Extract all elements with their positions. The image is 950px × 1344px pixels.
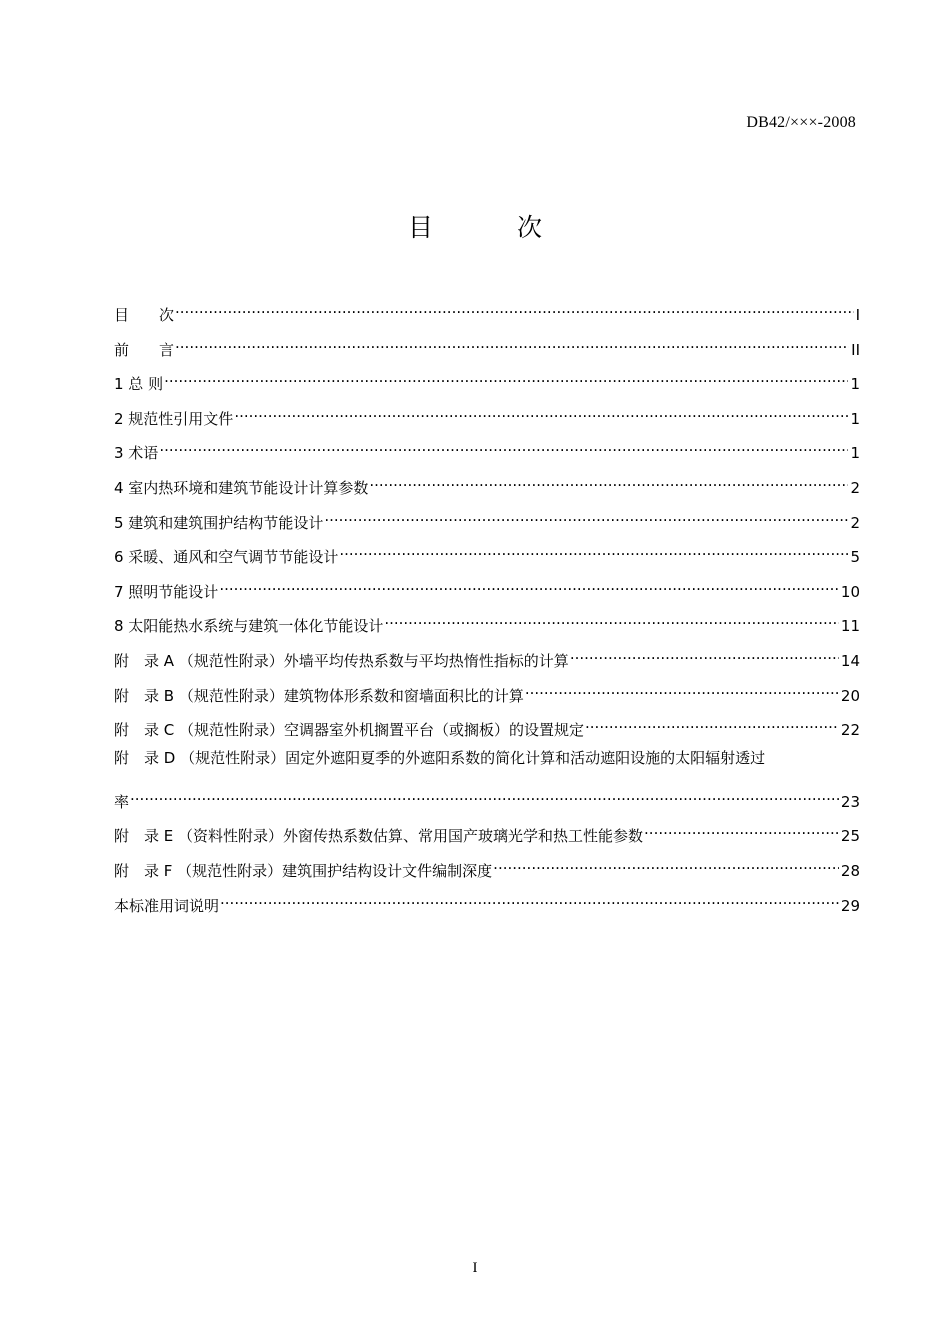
toc-leader-dots xyxy=(159,434,848,458)
toc-entry-page: II xyxy=(851,340,860,359)
toc-leader-dots xyxy=(175,331,849,355)
toc-leader-dots xyxy=(220,887,839,911)
toc-entry-page: 25 xyxy=(840,827,860,846)
toc-entry[interactable] xyxy=(114,365,860,400)
toc-leader-dots xyxy=(219,573,839,597)
toc-leader-dots xyxy=(369,469,848,493)
toc-leader-dots xyxy=(570,642,839,666)
toc-entry[interactable] xyxy=(114,852,860,887)
toc-entry[interactable] xyxy=(114,711,860,746)
toc-entry-page: 10 xyxy=(840,582,860,601)
toc-entry[interactable] xyxy=(114,434,860,469)
toc-entry[interactable] xyxy=(114,677,860,712)
toc-entry[interactable] xyxy=(114,538,860,573)
toc-leader-dots xyxy=(130,783,839,807)
toc-entry[interactable] xyxy=(114,817,860,852)
toc-entry-wrapped-line[interactable] xyxy=(114,746,860,783)
toc-entry-label: 6 采暖、通风和空气调节节能设计 xyxy=(114,548,339,567)
toc-entry-page: 29 xyxy=(840,896,860,915)
toc-entry[interactable] xyxy=(114,573,860,608)
toc-entry-page: 2 xyxy=(850,478,860,497)
toc-entry-page: 28 xyxy=(840,861,860,880)
toc-entry-label: 附 录 C （规范性附录）空调器室外机搁置平台（或搁板）的设置规定 xyxy=(114,721,585,740)
toc-entry-page: I xyxy=(855,306,860,324)
toc-leader-dots xyxy=(644,817,839,841)
toc-entry-label: 7 照明节能设计 xyxy=(114,582,219,601)
document-code: DB42/×××-2008 xyxy=(746,114,856,131)
toc-leader-dots xyxy=(324,504,848,528)
toc-leader-dots xyxy=(234,400,848,424)
footer-page-number: I xyxy=(472,1260,478,1276)
toc-entry[interactable] xyxy=(114,504,860,539)
toc-entry-label: 前 言 xyxy=(114,340,175,359)
toc-entry-page: 20 xyxy=(840,686,860,705)
toc-entry-label: 附 录 E （资料性附录）外窗传热系数估算、常用国产玻璃光学和热工性能参数 xyxy=(114,827,644,846)
toc-entry-label: 4 室内热环境和建筑节能设计计算参数 xyxy=(114,478,369,497)
toc-entry-label: 2 规范性引用文件 xyxy=(114,409,234,428)
toc-entry-page: 2 xyxy=(850,513,860,532)
toc-entry-page: 5 xyxy=(850,548,860,567)
toc-entry[interactable] xyxy=(114,469,860,504)
toc-entry-page: 11 xyxy=(840,617,860,636)
toc-entry-label: 附 录 A （规范性附录）外墙平均传热系数与平均热惰性指标的计算 xyxy=(114,651,569,670)
toc-leader-dots xyxy=(493,852,839,876)
table-of-contents xyxy=(114,296,860,921)
toc-leader-dots xyxy=(384,607,839,631)
toc-entry[interactable] xyxy=(114,296,860,331)
toc-entry[interactable] xyxy=(114,887,860,922)
toc-entry-page: 22 xyxy=(840,721,860,740)
toc-entry-label: 3 术语 xyxy=(114,444,159,463)
toc-entry-label: 率 xyxy=(114,792,130,811)
toc-entry[interactable] xyxy=(114,642,860,677)
toc-entry-page: 1 xyxy=(850,444,860,463)
toc-entry[interactable] xyxy=(114,400,860,435)
toc-entry-page: 14 xyxy=(840,651,860,670)
toc-entry-label: 5 建筑和建筑围护结构节能设计 xyxy=(114,513,324,532)
toc-entry[interactable] xyxy=(114,607,860,642)
toc-entry[interactable] xyxy=(114,331,860,366)
toc-entry-label: 目 次 xyxy=(114,306,175,324)
toc-leader-dots xyxy=(175,296,854,320)
toc-leader-dots xyxy=(585,711,839,735)
toc-entry-page: 1 xyxy=(850,409,860,428)
toc-leader-dots xyxy=(525,677,839,701)
toc-entry-page: 1 xyxy=(850,375,860,394)
toc-entry-label: 8 太阳能热水系统与建筑一体化节能设计 xyxy=(114,617,384,636)
toc-entry-label: 附 录 B （规范性附录）建筑物体形系数和窗墙面积比的计算 xyxy=(114,686,524,705)
toc-entry-label: 附 录 F （规范性附录）建筑围护结构设计文件编制深度 xyxy=(114,861,493,880)
toc-leader-dots xyxy=(339,538,848,562)
toc-entry-label: 本标准用词说明 xyxy=(114,896,220,915)
toc-entry-label: 附 录 D （规范性附录）固定外遮阳夏季的外遮阳系数的简化计算和活动遮阳设施的太阳辐射透过 xyxy=(114,748,766,767)
toc-entry[interactable] xyxy=(114,783,860,818)
page-title: 目 次 xyxy=(408,213,580,242)
toc-leader-dots xyxy=(164,365,848,389)
toc-entry-page: 23 xyxy=(840,792,860,811)
toc-entry-label: 1 总 则 xyxy=(114,375,164,394)
